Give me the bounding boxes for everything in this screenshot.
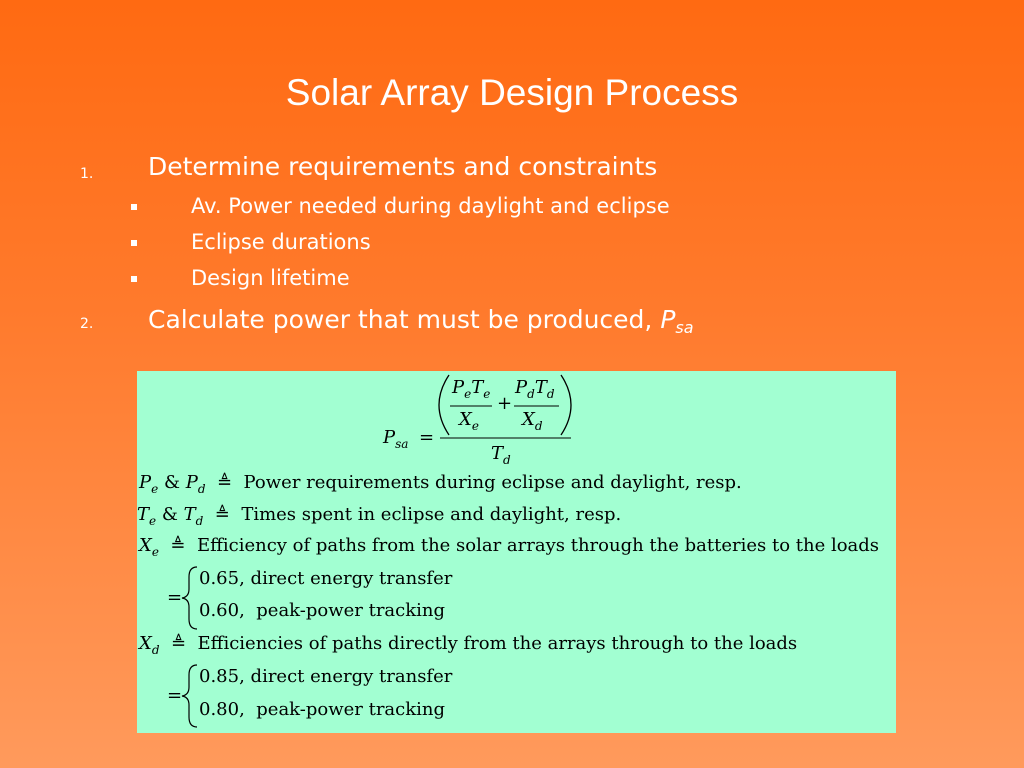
- xd-cases-equals: =: [167, 685, 183, 706]
- bullet-marker: [131, 276, 137, 282]
- definition-power: $P_e$ & $P_d$ ≜ Power requirements during eclipse and daylight, resp.: [139, 472, 742, 496]
- bullet-marker: [131, 240, 137, 246]
- xe-case-direct: 0.65, direct energy transfer: [199, 568, 453, 589]
- list-item-1: Determine requirements and constraints: [148, 152, 658, 181]
- main-denominator: $T_d$: [491, 443, 511, 467]
- list-item-2: Calculate power that must be produced, $P_{sa}$: [148, 305, 694, 337]
- list-number-1: 1.: [80, 166, 94, 182]
- equation-plus: +: [497, 393, 513, 414]
- slide-title: Solar Array Design Process: [285, 72, 739, 113]
- term-b-numerator: $P_dT_d$: [515, 377, 555, 401]
- bullet-marker: [131, 204, 137, 210]
- sub-item-eclipse: Eclipse durations: [191, 230, 371, 254]
- definition-times: $T_e$ & $T_d$ ≜ Times spent in eclipse and daylight, resp.: [137, 504, 622, 528]
- definition-xd: $X_d$ ≜ Efficiencies of paths directly from the arrays through to the loads: [139, 633, 798, 657]
- equation-equals: =: [419, 427, 435, 448]
- xe-case-peak: 0.60, peak-power tracking: [199, 600, 446, 621]
- xe-cases-equals: =: [167, 587, 183, 608]
- equation-lhs: $P_{sa}$: [383, 427, 409, 451]
- list-number-2: 2.: [80, 316, 94, 332]
- xd-case-peak: 0.80, peak-power tracking: [199, 699, 446, 720]
- equation-box: [137, 371, 896, 733]
- term-b-denominator: $X_d$: [522, 409, 543, 433]
- definition-xe: $X_e$ ≜ Efficiency of paths from the solar arrays through the batteries to the loads: [139, 535, 880, 559]
- sub-item-power: Av. Power needed during daylight and eclipse: [191, 194, 670, 218]
- term-a-numerator: $P_eT_e$: [452, 377, 491, 401]
- term-a-denominator: $X_e$: [459, 409, 479, 433]
- xd-case-direct: 0.85, direct energy transfer: [199, 666, 453, 687]
- sub-item-lifetime: Design lifetime: [191, 266, 350, 290]
